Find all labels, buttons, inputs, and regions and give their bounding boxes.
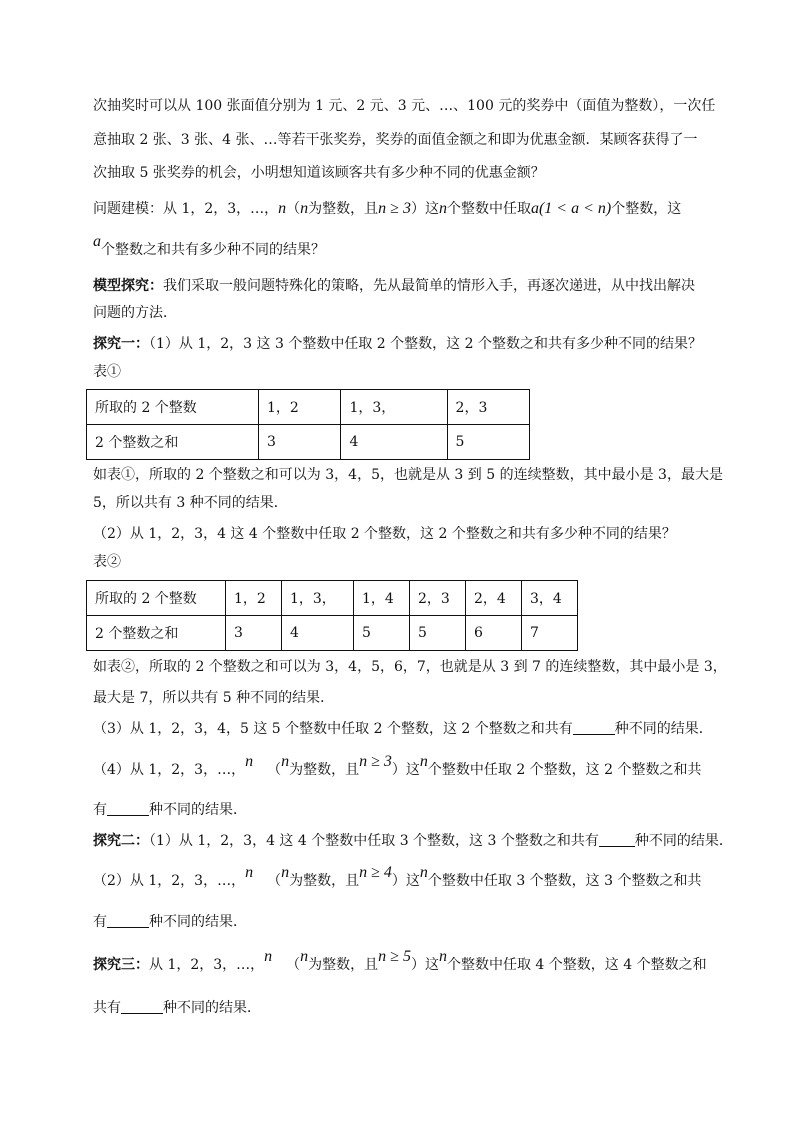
table-cell: 1，2 — [259, 390, 341, 425]
table-cell: 1，2 — [226, 581, 282, 616]
table-cell: 5 — [410, 616, 466, 651]
table-2 — [86, 580, 578, 651]
table-cell: 2，3 — [447, 390, 529, 425]
explore1-q3: （3）从 1，2，3，4，5 这 5 个整数中任取 2 个整数，这 2 个整数之和共有 种不同的结果． — [93, 721, 713, 737]
explore3-q-line-2: 共有 种不同的结果． — [93, 1000, 261, 1016]
answer-blank[interactable] — [121, 999, 163, 1014]
explore1-q4: （4）从 1，2，3，…，n （n为整数，且n ≥ 3）这n个整数中任取 2 个整数，这 2 个整数之和共 — [93, 753, 702, 778]
table-cell: 5 — [447, 425, 529, 460]
table-cell: 7 — [521, 616, 577, 651]
explore1-q2: （2）从 1，2，3，4 这 4 个整数中任取 2 个整数，这 2 个整数之和共有多少种不同的结果？ — [93, 526, 676, 542]
model-exploration-line-1: 模型探究：我们采取一般问题特殊化的策略，先从最简单的情形入手，再逐次递进，从中找出解决 — [93, 278, 695, 294]
table-cell: 1，3， — [281, 581, 353, 616]
after-table2-line-2: 最大是 7，所以共有 5 种不同的结果． — [93, 690, 335, 706]
table-cell: 2 个整数之和 — [87, 616, 226, 651]
section-label: 探究二： — [93, 833, 149, 849]
problem-modeling-line-2: a个整数之和共有多少种不同的结果？ — [93, 233, 325, 258]
table-cell: 所取的 2 个整数 — [87, 581, 226, 616]
table-row — [87, 390, 530, 425]
explore2-q2-line-2: 有 种不同的结果． — [93, 914, 247, 930]
answer-blank[interactable] — [599, 832, 635, 847]
explore2-q2: （2）从 1，2，3，…，n （n为整数，且n ≥ 4）这n个整数中任取 3 个整数，这 3 个整数之和共 — [93, 864, 702, 889]
table-cell: 5 — [354, 616, 410, 651]
after-table2-line-1: 如表②，所取的 2 个整数之和可以为 3，4，5，6，7，也就是从 3 到 7 的连续整数，其中最小是 3， — [93, 659, 727, 675]
answer-blank[interactable] — [573, 720, 615, 735]
table-cell: 所取的 2 个整数 — [87, 390, 259, 425]
after-table1-line-2: 5，所以共有 3 种不同的结果． — [93, 495, 288, 511]
table-cell: 4 — [281, 616, 353, 651]
answer-blank[interactable] — [107, 913, 149, 928]
table-row — [87, 616, 578, 651]
explore2-q1: 探究二：（1）从 1，2，3，4 这 4 个整数中任取 3 个整数，这 3 个整数之和共有 种不同的结果． — [93, 833, 733, 849]
table-cell: 1，4 — [354, 581, 410, 616]
model-exploration-line-2: 问题的方法． — [93, 305, 177, 321]
table-cell: 1，3， — [341, 390, 447, 425]
math-a: a — [93, 233, 101, 250]
table-1 — [86, 389, 530, 460]
table-cell: 2，3 — [410, 581, 466, 616]
answer-blank[interactable] — [107, 801, 149, 816]
math-a-condition: a(1 < a < n) — [530, 200, 612, 217]
section-label: 模型探究： — [93, 278, 163, 294]
explore1-q1: 探究一：（1）从 1，2，3 这 3 个整数中任取 2 个整数，这 2 个整数之和共有多少种不同的结果？ — [93, 336, 702, 352]
explore1-q4-line-2: 有 种不同的结果． — [93, 802, 247, 818]
intro-line-3: 次抽取 5 张奖券的机会，小明想知道该顾客共有多少种不同的优惠金额？ — [93, 165, 545, 181]
math-condition: n ≥ 3 — [378, 200, 411, 217]
table-cell: 3 — [259, 425, 341, 460]
intro-line-2: 意抽取 2 张、3 张、4 张、…等若干张奖券，奖券的面值金额之和即为优惠金额．某顾客获得了一 — [93, 132, 698, 148]
table1-caption: 表① — [93, 364, 121, 380]
after-table1-line-1: 如表①，所取的 2 个整数之和可以为 3，4，5，也就是从 3 到 5 的连续整数，其中最小是 3，最大是 — [93, 467, 723, 483]
table-cell: 6 — [465, 616, 521, 651]
explore3-q: 探究三：从 1，2，3，…，n （n为整数，且n ≥ 5）这n个整数中任取 4 个整数，这 4 个整数之和 — [93, 948, 707, 973]
intro-line-1: 次抽奖时可以从 100 张面值分别为 1 元、2 元、3 元、…、100 元的奖券中（面值为整数），一次任 — [93, 98, 716, 114]
table-cell: 4 — [341, 425, 447, 460]
math-n: n — [278, 200, 287, 217]
table-cell: 2 个整数之和 — [87, 425, 259, 460]
table-cell: 3，4 — [521, 581, 577, 616]
problem-modeling-line: 问题建模：从 1，2，3，…，n（n为整数，且n ≥ 3）这n个整数中任取a(1 < a < n)个整数，这 — [93, 200, 682, 217]
table-cell: 3 — [226, 616, 282, 651]
table-row — [87, 425, 530, 460]
section-label: 探究一： — [93, 336, 149, 352]
table2-caption: 表② — [93, 554, 121, 570]
table-row — [87, 581, 578, 616]
table-cell: 2，4 — [465, 581, 521, 616]
section-label: 探究三： — [93, 957, 149, 973]
